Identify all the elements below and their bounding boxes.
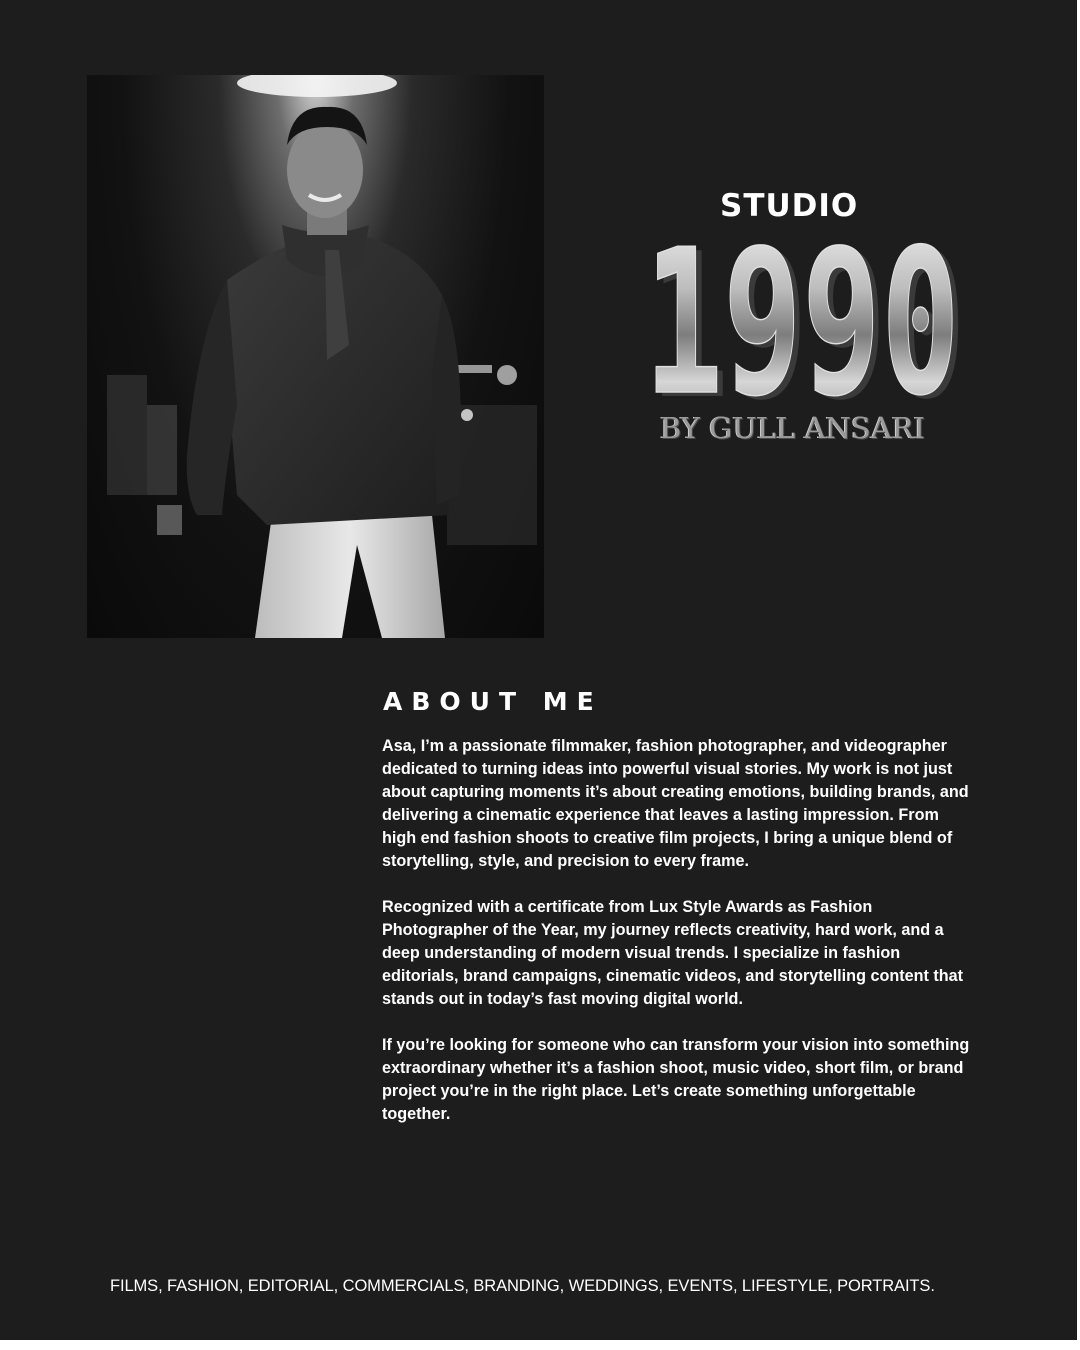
logo-1990-shadow: 1990 [650, 224, 966, 404]
about-body [382, 735, 972, 1149]
portrait-illustration [87, 75, 544, 638]
about-title: ABOUT ME [383, 687, 603, 716]
logo-byline: BY GULL ANSARI [660, 411, 925, 445]
logo-studio-text: STUDIO [720, 188, 859, 224]
about-paragraph: Asa, I’m a passionate filmmaker, fashion photographer, and videographer dedicated to turning ideas into powerful visual stories. My work is not just about capturing moments it’s about creating emotions, building brands, and delivering a cinematic experience that leaves a lasting impression. From high end fashion shoots to creative film projects, I bring a unique blend of storytelling, style, and precision to every frame. [382, 737, 969, 870]
logo-1990-text: 1990 [644, 224, 960, 404]
about-paragraph: If you’re looking for someone who can transform your vision into something extraordinary whether it’s a fashion shoot, music video, short film, or brand project you’re in the right place. Let’s create something unforgettable together. [382, 1036, 970, 1123]
services-list: FILMS, FASHION, EDITORIAL, COMMERCIALS, BRANDING, WEDDINGS, EVENTS, LIFESTYLE, PORTRAITS. [110, 1277, 935, 1295]
portrait-photo [87, 75, 544, 638]
about-paragraph: Recognized with a certificate from Lux Style Awards as Fashion Photographer of the Year, my journey reflects creativity, hard work, and a deep understanding of modern visual trends. I specialize in fashion editorials, brand campaigns, cinematic videos, and storytelling content that stands out in today’s fast moving digital world. [382, 898, 964, 1008]
logo-1990 [636, 224, 966, 404]
